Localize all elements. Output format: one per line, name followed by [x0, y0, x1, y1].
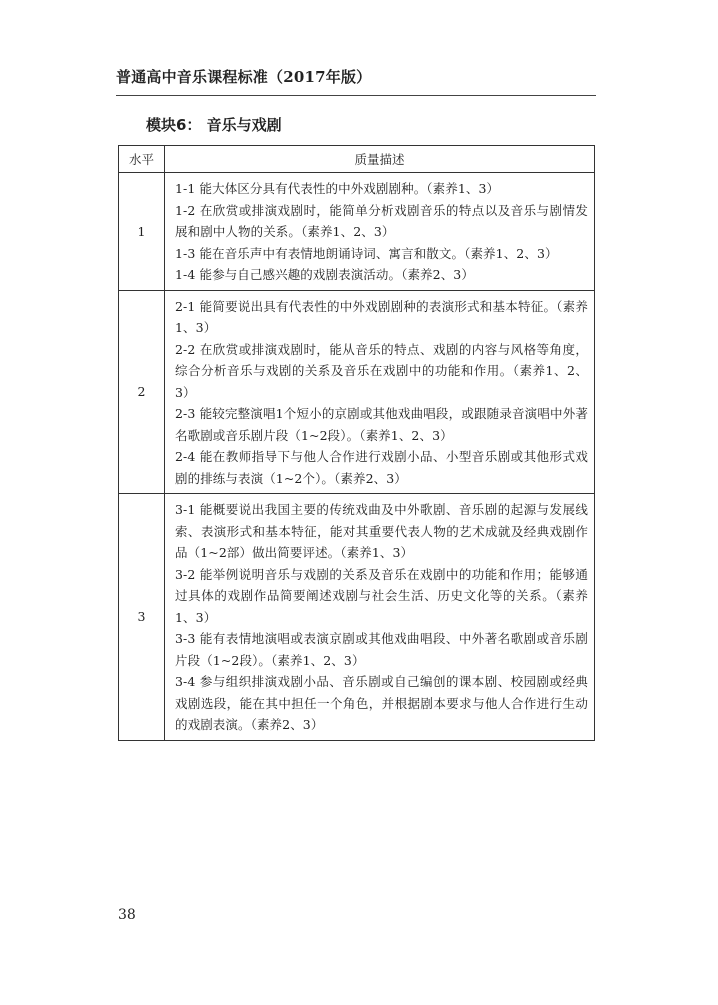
- quality-item: 3-1 能概要说出我国主要的传统戏曲及中外歌剧、音乐剧的起源与发展线索、表演形式和基本特征，能对其重要代表人物的艺术成就及经典戏剧作品（1~2部）做出简要评述。（素养1、3）: [175, 502, 588, 560]
- description-cell: [165, 173, 595, 291]
- description-cell: [165, 494, 595, 741]
- level-cell: 3: [119, 494, 165, 741]
- table-header-row: [119, 146, 595, 173]
- header-divider: [116, 95, 596, 96]
- quality-item: 1-2 在欣赏或排演戏剧时，能简单分析戏剧音乐的特点以及音乐与剧情发展和剧中人物的关系。（素养1、2、3）: [175, 202, 588, 239]
- quality-item: 2-3 能较完整演唱1个短小的京剧或其他戏曲唱段，或跟随录音演唱中外著名歌剧或音乐剧片段（1~2段）。（素养1、2、3）: [175, 406, 588, 443]
- quality-item: 2-2 在欣赏或排演戏剧时，能从音乐的特点、戏剧的内容与风格等角度，综合分析音乐与戏剧的关系及音乐在戏剧中的功能和作用。（素养1、2、3）: [175, 341, 588, 400]
- quality-item: 2-4 能在教师指导下与他人合作进行戏剧小品、小型音乐剧或其他形式戏剧的排练与表演（1~2个）。（素养2、3）: [175, 449, 588, 486]
- quality-item: 3-2 能举例说明音乐与戏剧的关系及音乐在戏剧中的功能和作用；能够通过具体的戏剧作品简要阐述戏剧与社会生活、历史文化等的关系。（素养1、3）: [175, 566, 588, 625]
- table-row: [119, 290, 595, 494]
- description-cell: [165, 290, 595, 494]
- table-row: [119, 173, 595, 291]
- table-row: [119, 494, 595, 741]
- running-header-title: 普通高中音乐课程标准（2017年版）: [116, 68, 372, 86]
- column-header-description: 质量描述: [165, 146, 595, 173]
- quality-item: 3-3 能有表情地演唱或表演京剧或其他戏曲唱段、中外著名歌剧或音乐剧片段（1~2段）。（素养1、2、3）: [175, 631, 588, 668]
- quality-item: 2-1 能简要说出具有代表性的中外戏剧剧种的表演形式和基本特征。（素养1、3）: [175, 298, 588, 335]
- quality-item: 3-4 参与组织排演戏剧小品、音乐剧或自己编创的课本剧、校园剧或经典戏剧选段，能在其中担任一个角色，并根据剧本要求与他人合作进行生动的戏剧表演。（素养2、3）: [175, 674, 588, 732]
- quality-item: 1-3 能在音乐声中有表情地朗诵诗词、寓言和散文。（素养1、2、3）: [175, 245, 558, 261]
- quality-description-table: [118, 145, 595, 741]
- column-header-level: 水平: [119, 146, 165, 173]
- module-title: 模块6： 音乐与戏剧: [146, 116, 282, 134]
- level-cell: 2: [119, 290, 165, 494]
- quality-item: 1-4 能参与自己感兴趣的戏剧表演活动。（素养2、3）: [175, 267, 474, 282]
- level-cell: 1: [119, 173, 165, 291]
- quality-item: 1-1 能大体区分具有代表性的中外戏剧剧种。（素养1、3）: [175, 181, 500, 196]
- page-number: 38: [118, 907, 136, 923]
